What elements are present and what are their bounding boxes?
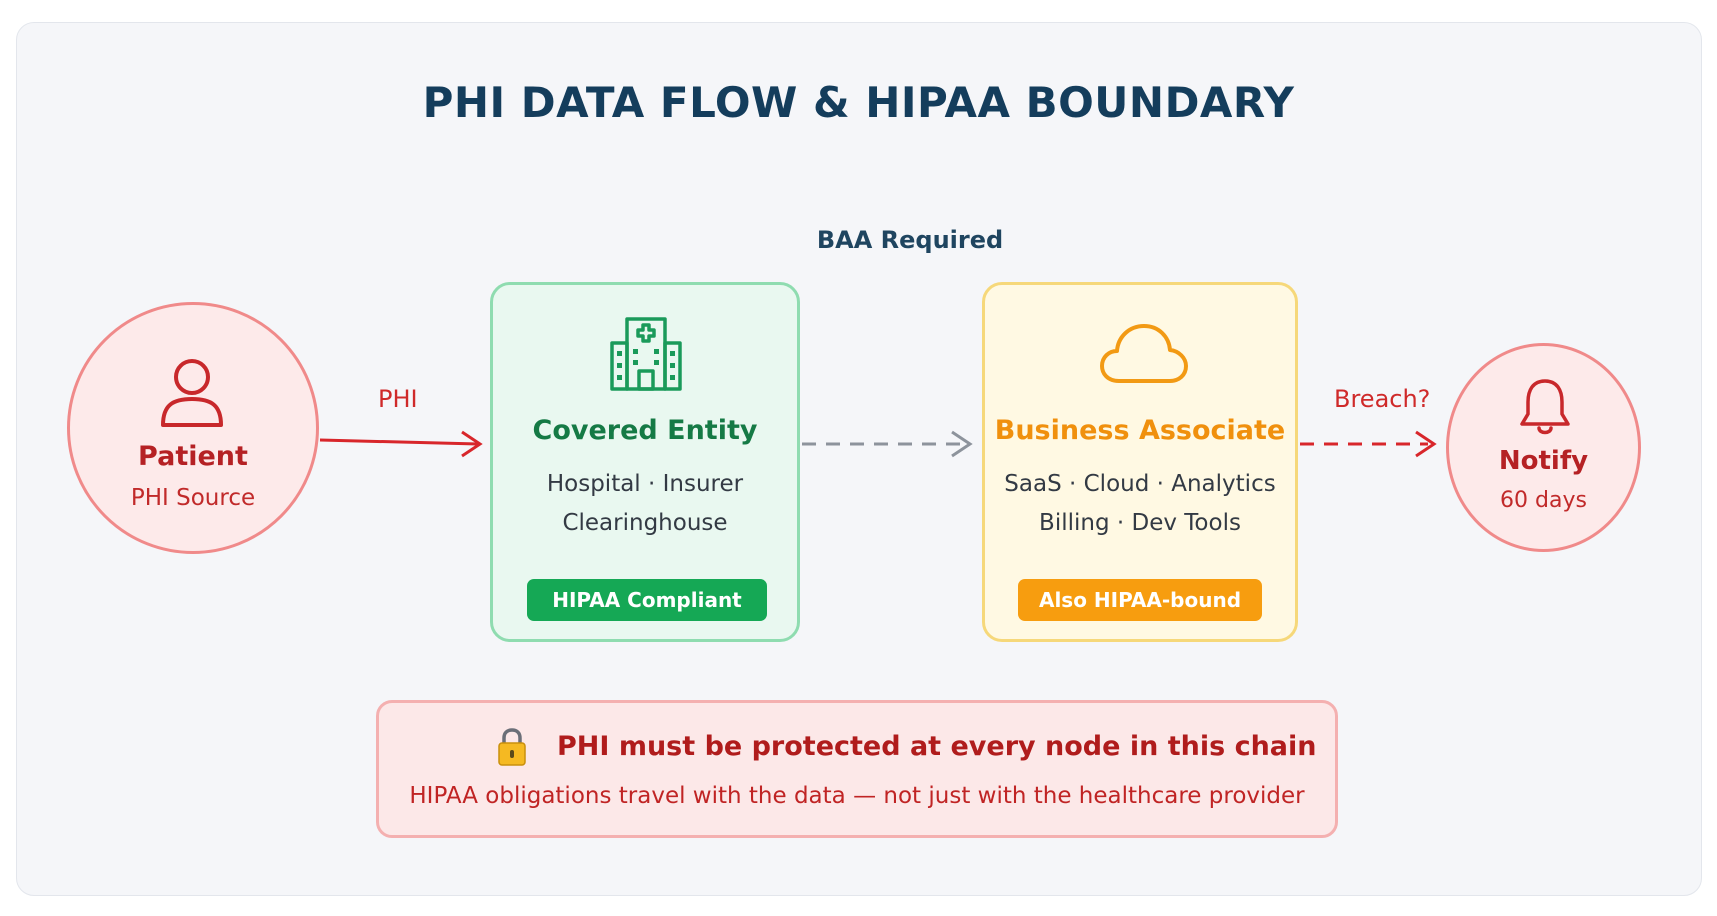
- business-associate-line-1: SaaS · Cloud · Analytics: [1004, 471, 1276, 497]
- covered-entity-line-1: Hospital · Insurer: [546, 471, 744, 497]
- business-associate-line-2: Billing · Dev Tools: [1039, 510, 1241, 536]
- cloud-icon: [1099, 321, 1189, 385]
- phi-arrow: [320, 432, 480, 456]
- business-associate-title: Business Associate: [994, 415, 1286, 446]
- patient-node: [67, 302, 319, 554]
- user-icon: [159, 355, 225, 429]
- callout-title: PHI must be protected at every node in this chain: [557, 731, 1317, 762]
- notify-label: Notify: [1498, 446, 1589, 476]
- covered-entity-line-2: Clearinghouse: [562, 510, 728, 536]
- hospital-building-icon: [609, 315, 683, 391]
- diagram-title: PHI DATA FLOW & HIPAA BOUNDARY: [422, 78, 1295, 127]
- protection-callout: [376, 700, 1338, 838]
- covered-entity-box: [490, 282, 800, 642]
- baa-required-label: BAA Required: [816, 226, 1004, 254]
- breach-arrow-label: Breach?: [1334, 385, 1431, 413]
- phi-arrow-label: PHI: [378, 385, 418, 413]
- notify-sub: 60 days: [1500, 488, 1587, 513]
- notify-node: [1446, 343, 1641, 552]
- lock-icon: [497, 727, 527, 767]
- business-associate-box: [982, 282, 1298, 642]
- patient-label: Patient: [138, 441, 248, 472]
- bell-icon: [1519, 378, 1571, 438]
- callout-subtitle: HIPAA obligations travel with the data — not just with the healthcare provider: [409, 783, 1305, 809]
- also-hipaa-bound-badge: Also HIPAA-bound: [1018, 579, 1262, 621]
- covered-entity-title: Covered Entity: [532, 415, 758, 446]
- baa-arrow: [802, 432, 970, 456]
- patient-sub: PHI Source: [130, 485, 256, 511]
- hipaa-compliant-badge: HIPAA Compliant: [527, 579, 767, 621]
- breach-arrow: [1300, 432, 1434, 456]
